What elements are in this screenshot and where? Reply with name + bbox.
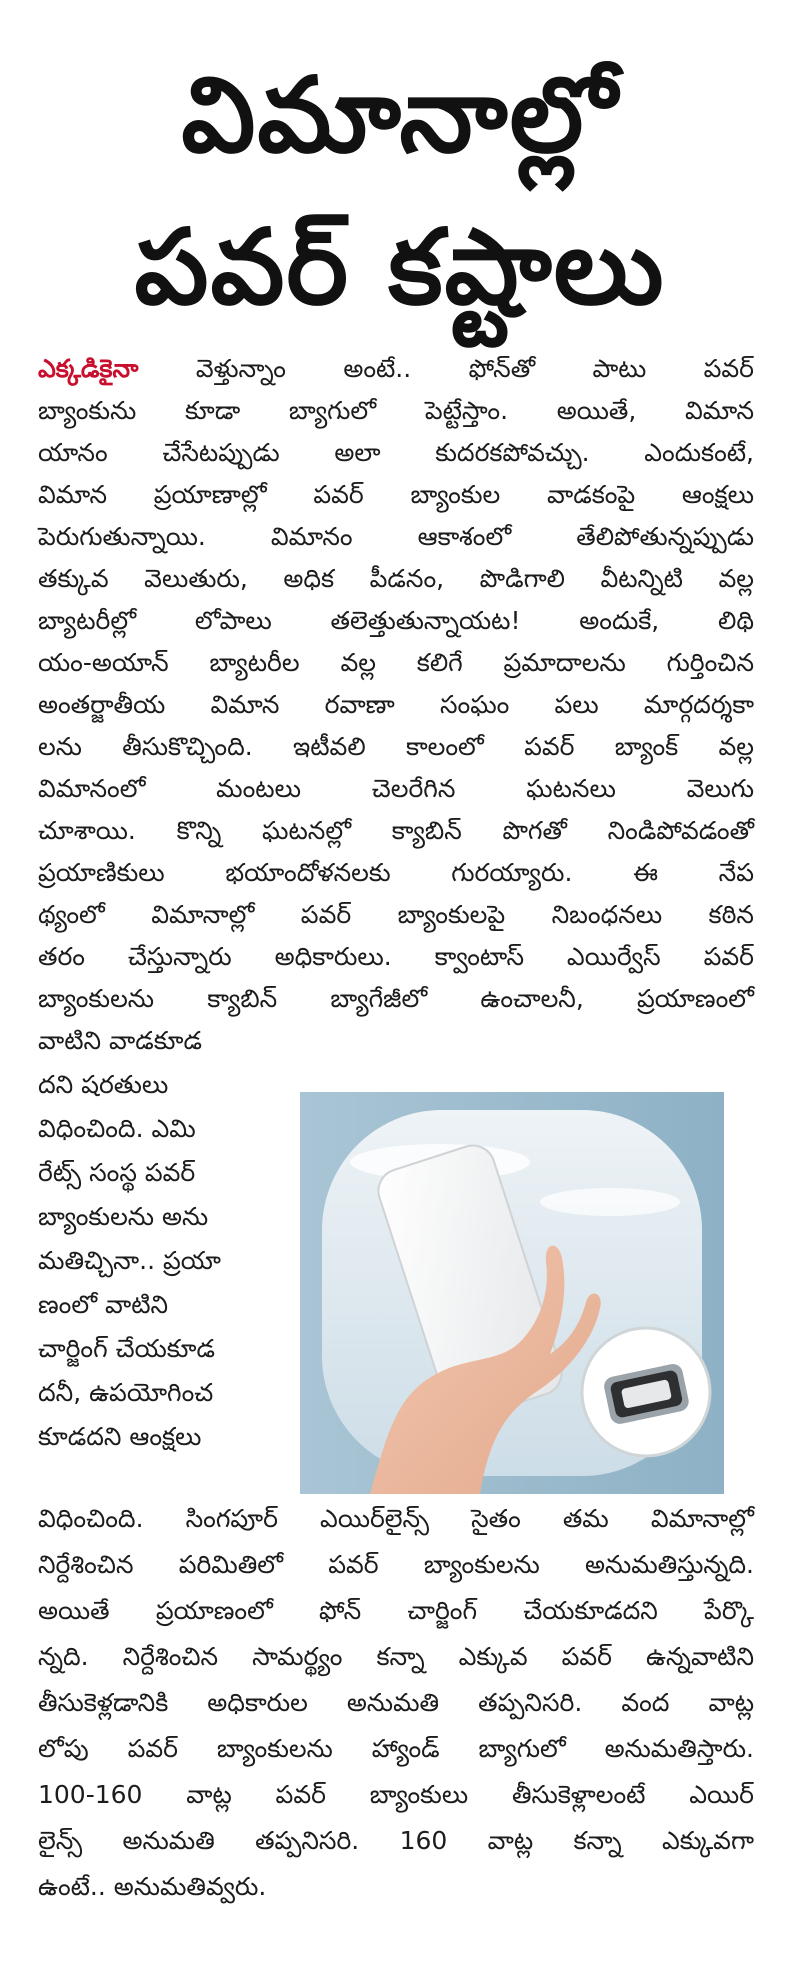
body-line: బ్యాటరీల్లో లోపాలు తలెత్తుతున్నాయట! అందుకే, లిథి <box>38 606 754 635</box>
body-line-narrow: వాటిని వాడకూడ <box>38 1026 202 1055</box>
body-line: యానం చేసేటప్పుడు అలా కుదరకపోవచ్చు. ఎందుకంటే, <box>38 438 754 467</box>
body-line: లైన్స్ అనుమతి తప్పనిసరి. 160 వాట్ల కన్నా ఎక్కువగా <box>38 1826 754 1855</box>
body-line-narrow: దనీ, ఉపయోగించ <box>38 1378 214 1407</box>
body-line: అయితే ప్రయాణంలో ఫోన్ చార్జింగ్ చేయకూడదని పేర్కొ <box>38 1596 754 1625</box>
body-line: తీసుకెళ్లడానికి అధికారుల అనుమతి తప్పనిసరి. వంద వాట్ల <box>38 1688 754 1717</box>
body-line: న్నది. నిర్దేశించిన సామర్థ్యం కన్నా ఎక్కువ పవర్ ఉన్నవాటిని <box>38 1642 754 1671</box>
photo-illustration <box>300 1092 724 1494</box>
lead-word: ఎక్కడికైనా <box>38 354 139 383</box>
body-line-narrow: విధించింది. ఎమి <box>38 1114 196 1143</box>
body-line: లను తీసుకొచ్చింది. ఇటీవలి కాలంలో పవర్ బ్యాంక్ వల్ల <box>38 732 754 761</box>
body-line: నిర్దేశించిన పరిమితిలో పవర్ బ్యాంకులను అనుమతిస్తున్నది. <box>38 1550 754 1579</box>
body-line-narrow: మతిచ్చినా.. ప్రయా <box>38 1246 221 1275</box>
body-line: విమానంలో మంటలు చెలరేగిన ఘటనలు వెలుగు <box>38 774 754 803</box>
body-line-narrow: రేట్స్ సంస్థ పవర్ <box>38 1158 196 1187</box>
body-line-narrow: దని షరతులు <box>38 1070 169 1099</box>
body-line: లోపు పవర్ బ్యాంకులను హ్యాండ్ బ్యాగులో అనుమతిస్తారు. <box>38 1734 754 1763</box>
body-line: చూశాయి. కొన్ని ఘటనల్లో క్యాబిన్ పొగతో నిండిపోవడంతో <box>38 816 754 845</box>
body-line: 100-160 వాట్ల పవర్ బ్యాంకులు తీసుకెళ్లాలంటే ఎయిర్ <box>38 1780 754 1809</box>
body-line-narrow: బ్యాంకులను అను <box>38 1202 209 1231</box>
body-line: యం-అయాన్ బ్యాటరీల వల్ల కలిగే ప్రమాదాలను గుర్తించిన <box>38 648 754 677</box>
body-line: అంతర్జాతీయ విమాన రవాణా సంఘం పలు మార్గదర్శకా <box>38 690 754 719</box>
body-line: బ్యాంకును కూడా బ్యాగులో పెట్టేస్తాం. అయితే, విమాన <box>38 396 754 425</box>
body-line: ఉంటే.. అనుమతివ్వరు. <box>38 1872 267 1901</box>
body-line: ప్రయాణికులు భయాందోళనలకు గురయ్యారు. ఈ నేప <box>38 858 754 887</box>
body-line: పెరుగుతున్నాయి. విమానం ఆకాశంలో తేలిపోతున్నప్పుడు <box>38 522 754 551</box>
body-line: తక్కువ వెలుతురు, అధిక పీడనం, పొడిగాలి వీటన్నిటి వల్ల <box>38 564 754 593</box>
body-line: విధించింది. సింగపూర్ ఎయిర్‌లైన్స్ సైతం తమ విమానాల్లో <box>38 1504 754 1533</box>
body-line-narrow: ణంలో వాటిని <box>38 1290 169 1319</box>
body-line-narrow: కూడదని ఆంక్షలు <box>38 1422 202 1451</box>
body-line: విమాన ప్రయాణాల్లో పవర్ బ్యాంకుల వాడకంపై ఆంక్షలు <box>38 480 754 509</box>
power-bank-photo <box>300 1092 724 1494</box>
headline-line-2: పవర్ కష్టాలు <box>134 206 666 328</box>
cloud <box>540 1188 680 1216</box>
body-line: బ్యాంకులను క్యాబిన్ బ్యాగేజీలో ఉంచాలనీ, ప్రయాణంలో <box>38 984 754 1013</box>
body-line: తరం చేస్తున్నారు అధికారులు. క్వాంటాస్ ఎయిర్వేస్ పవర్ <box>38 942 754 971</box>
body-line <box>38 348 754 390</box>
body-line-text: వెళ్తున్నాం అంటే.. ఫోన్‌తో పాటు పవర్ <box>138 354 754 383</box>
headline-line-1: విమానాల్లో <box>181 54 619 176</box>
body-line-narrow: చార్జింగ్ చేయకూడ <box>38 1334 215 1363</box>
body-line: థ్యంలో విమానాల్లో పవర్ బ్యాంకులపై నిబంధనలు కఠిన <box>38 900 754 929</box>
